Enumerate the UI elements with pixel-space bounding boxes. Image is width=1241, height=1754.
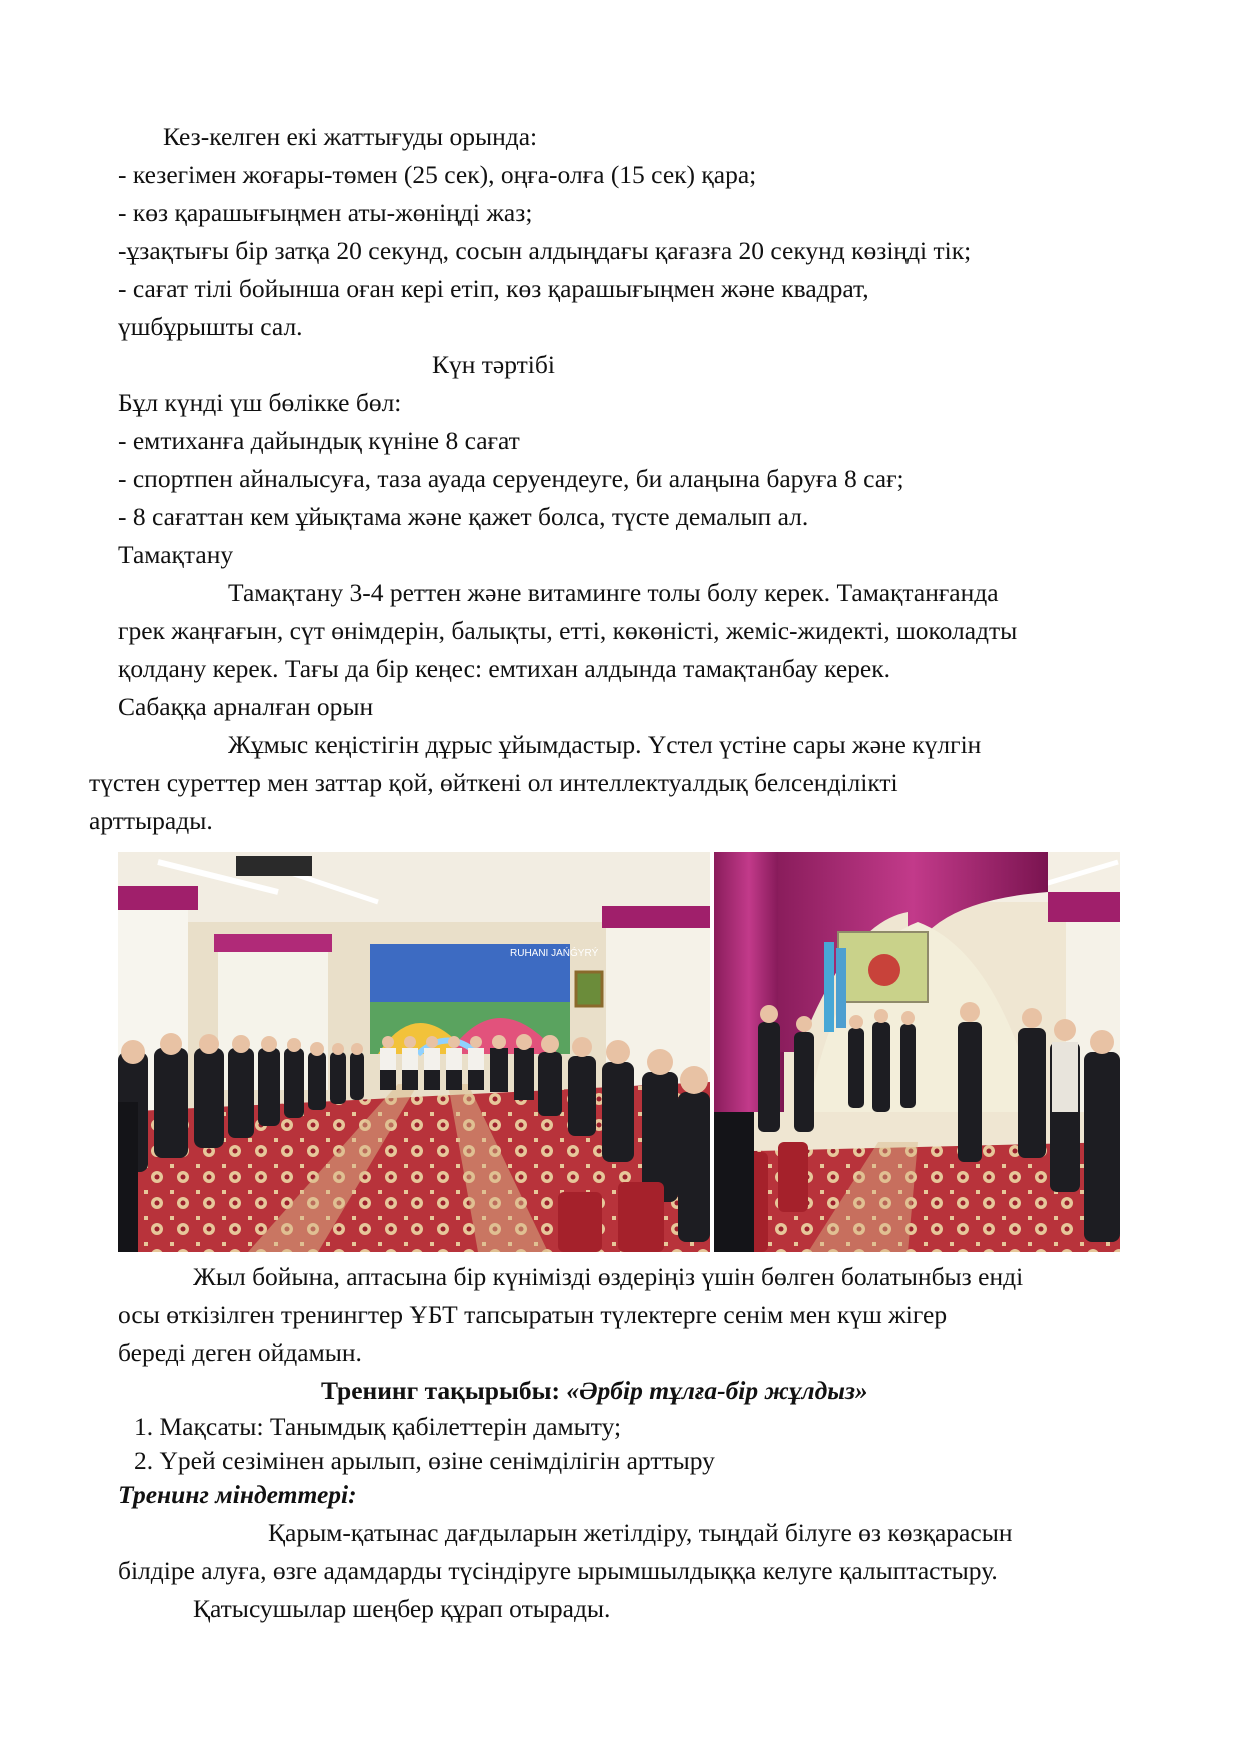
summary-line-2: осы өткізілген тренингтер ҰБТ тапсыратын түлектерге сенім мен күш жігер [118,1300,948,1329]
training-tasks-line-2: білдіре алуға, өзге адамдарды түсіндіруге ырымшылдыққа келуге қалыптастыру. [118,1556,998,1585]
section-heading-nutrition: Тамақтану [118,540,234,569]
nutrition-line-2: грек жаңғағын, сүт өнімдерін, балықты, етті, көкөністі, жеміс-жидекті, шоколадты [118,616,1018,645]
nutrition-line-3: қолдану керек. Тағы да бір кеңес: емтихан алдында тамақтанбау керек. [118,654,890,683]
section-heading-study-place: Сабаққа арналған орын [118,692,374,721]
photo-right [714,852,1120,1252]
routine-bullet-1: - емтиханға дайындық күніне 8 сағат [118,426,520,455]
study-place-line-2: түстен суреттер мен заттар қой, өйткені ол интеллектуалдық белсенділікті [89,768,898,797]
summary-line-1: Жыл бойына, аптасына бір күнімізді өздеріңіз үшін бөлген болатынбыз енді [193,1262,1024,1291]
training-closing: Қатысушылар шеңбер құрап отырады. [193,1594,611,1623]
exercise-bullet-2: - көз қарашығыңмен аты-жөніңді жаз; [118,198,533,227]
summary-line-3: береді деген ойдамын. [118,1338,362,1367]
study-place-line-3: арттырады. [89,806,213,835]
photo-left [118,852,710,1252]
training-title-label: Тренинг тақырыбы: [321,1376,567,1405]
training-title-value: «Әрбір тұлға-бір жұлдыз» [566,1376,868,1405]
training-photos [118,852,1120,1252]
exercise-bullet-4: - сағат тілі бойынша оған кері етіп, көз қарашығыңмен және квадрат, [118,274,869,303]
routine-bullet-3: - 8 сағаттан кем ұйықтама және қажет болса, түсте демалып ал. [118,502,809,531]
exercise-intro: Кез-келген екі жаттығуды орында: [163,122,538,151]
training-tasks-line-1: Қарым-қатынас дағдыларын жетілдіру, тыңдай білуге өз көзқарасын [268,1518,1013,1547]
training-title [321,1372,868,1410]
nutrition-line-1: Тамақтану 3-4 реттен және витаминге толы болу керек. Тамақтанғанда [228,578,999,607]
routine-bullet-2: - спортпен айналысуға, таза ауада серуендеуге, би алаңына баруға 8 сағ; [118,464,904,493]
exercise-bullet-3: -ұзақтығы бір затқа 20 секунд, сосын алдыңдағы қағазға 20 секунд көзіңді тік; [118,236,972,265]
exercise-bullet-4-cont: үшбұрышты сал. [118,312,303,341]
training-tasks-heading: Тренинг міндеттері: [118,1480,357,1509]
training-goal-1: 1. Мақсаты: Танымдық қабілеттерін дамыту; [134,1412,622,1441]
banner-text: RUHANI JAŃǴYRÝ [510,948,599,959]
study-place-line-1: Жұмыс кеңістігін дұрыс ұйымдастыр. Үстел үстіне сары және күлгін [228,730,982,759]
routine-intro: Бұл күнді үш бөлікке бөл: [118,388,402,417]
section-heading-daily-routine: Күн тәртібі [432,350,555,379]
training-goal-2: 2. Үрей сезімінен арылып, өзіне сенімділігін арттыру [134,1446,715,1475]
exercise-bullet-1: - кезегімен жоғары-төмен (25 сек), оңға-олға (15 сек) қара; [118,160,757,189]
